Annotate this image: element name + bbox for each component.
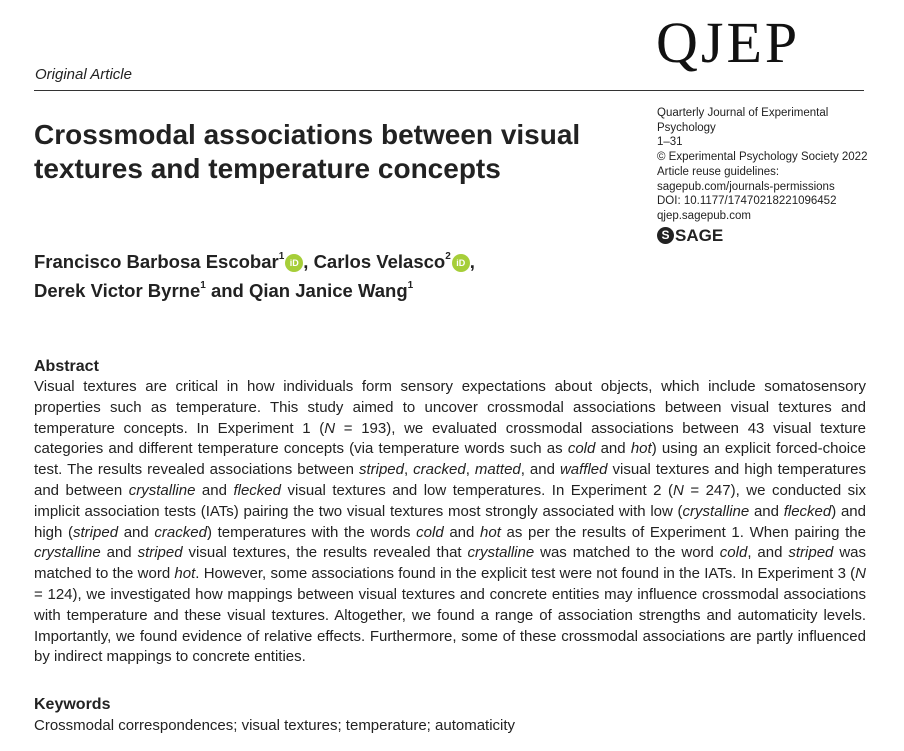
abstract-italic-term: striped bbox=[788, 544, 834, 562]
abstract-segment: , and bbox=[520, 461, 560, 479]
abstract-segment: ) temperatures with the words bbox=[206, 523, 417, 541]
header-rule bbox=[34, 90, 864, 91]
orcid-icon[interactable]: iD bbox=[285, 254, 303, 272]
abstract-italic-term: striped bbox=[73, 523, 119, 541]
abstract-italic-term: crystalline bbox=[128, 481, 196, 499]
affiliation-mark: 1 bbox=[407, 280, 414, 292]
abstract-segment: was matched to the word bbox=[534, 544, 720, 562]
publisher-logo bbox=[657, 226, 872, 246]
abstract-italic-term: striped bbox=[137, 544, 183, 562]
abstract-italic-term: waffled bbox=[559, 461, 608, 479]
abstract-italic-term: N bbox=[855, 565, 867, 583]
abstract-italic-term: cold bbox=[719, 544, 748, 562]
abstract-italic-term: matted bbox=[474, 461, 521, 479]
affiliation-mark: 1 bbox=[200, 280, 206, 292]
abstract-italic-term: N bbox=[672, 481, 684, 499]
meta-copyright: © Experimental Psychology Society 2022 bbox=[657, 151, 868, 164]
abstract-segment: , bbox=[465, 461, 475, 479]
meta-journal-site[interactable]: qjep.sagepub.com bbox=[657, 209, 751, 222]
sage-icon: S bbox=[657, 227, 674, 244]
meta-pages: 1–31 bbox=[657, 136, 683, 149]
paper-title: Crossmodal associations between visual textures and temperature concepts bbox=[34, 119, 581, 184]
affiliation-mark: 2 bbox=[445, 251, 451, 262]
abstract-segment: ) and high ( bbox=[34, 502, 866, 541]
meta-permissions-link[interactable]: sagepub.com/journals-permissions bbox=[657, 180, 835, 193]
abstract-segment: and bbox=[118, 523, 155, 541]
abstract-italic-term: flecked bbox=[783, 502, 832, 520]
abstract-segment: ) using an explicit forced-choice test. The results revealed associations between bbox=[34, 440, 866, 479]
abstract-segment: and bbox=[595, 440, 631, 458]
abstract-heading: Abstract bbox=[34, 358, 99, 375]
abstract-italic-term: N bbox=[324, 419, 336, 437]
meta-journal-line-1: Quarterly Journal of Experimental bbox=[657, 107, 829, 119]
journal-meta bbox=[657, 106, 872, 246]
abstract-segment: = 193), we evaluated crossmodal associations between 43 visual texture categories and different temperature concepts (via temperature words such as bbox=[34, 419, 866, 458]
abstract-italic-term: flecked bbox=[233, 481, 281, 499]
abstract-italic-term: hot bbox=[630, 440, 652, 458]
author-name: Derek Victor Byrne bbox=[34, 280, 201, 302]
abstract-segment: = 124), we investigated how mappings between visual textures and concrete entities may influence crossmodal associations with temperature and these visual textures. Altogether, we found a range of association strengths and automaticity levels. Importantly, we found evidence of relative effects. Furthermore, some of these crossmodal associations are partly influenced by indirect mappings to concrete entities. bbox=[34, 585, 866, 666]
author-name: Qian Janice Wang bbox=[248, 280, 408, 302]
abstract-italic-term: cold bbox=[567, 440, 596, 458]
abstract-italic-term: cracked bbox=[413, 461, 466, 479]
abstract-segment: visual textures and low temperatures. In Experiment 2 ( bbox=[281, 481, 673, 499]
author-name: Carlos Velasco bbox=[313, 251, 446, 273]
abstract-italic-term: crystalline bbox=[467, 544, 535, 562]
orcid-icon[interactable]: iD bbox=[452, 254, 470, 272]
abstract-segment: visual textures, the results revealed that bbox=[182, 544, 468, 562]
abstract-italic-term: cold bbox=[416, 523, 444, 541]
publisher-name: SAGE bbox=[675, 225, 724, 245]
abstract-italic-term: crystalline bbox=[682, 502, 750, 520]
abstract-segment: visual textures and high temperatures and between bbox=[34, 461, 867, 499]
abstract-segment: . However, some associations found in the explicit test were not found in the IATs. In Experiment 3 ( bbox=[195, 565, 856, 583]
abstract-segment: and bbox=[195, 481, 234, 499]
keywords-text: Crossmodal correspondences; visual textures; temperature; automaticity bbox=[34, 717, 516, 734]
abstract-segment: , bbox=[403, 461, 414, 479]
abstract-italic-term: hot bbox=[480, 523, 501, 541]
article-type: Original Article bbox=[35, 66, 132, 83]
meta-reuse-label: Article reuse guidelines: bbox=[657, 165, 780, 178]
abstract-italic-term: crystalline bbox=[34, 544, 101, 562]
meta-doi[interactable]: DOI: 10.1177/17470218221096452 bbox=[657, 195, 837, 208]
abstract-segment: , and bbox=[747, 544, 789, 562]
abstract-segment: = 247), we conducted six implicit association tests (IATs) pairing the two visual textures most strongly associated with low ( bbox=[34, 481, 866, 520]
abstract-segment: as per the results of Experiment 1. When pairing the bbox=[500, 523, 866, 541]
abstract-segment: and bbox=[749, 502, 784, 520]
keywords-heading: Keywords bbox=[34, 696, 111, 713]
abstract-segment: and bbox=[100, 544, 138, 562]
affiliation-mark: 1 bbox=[278, 251, 285, 262]
abstract-segment: was matched to the word bbox=[34, 544, 867, 583]
author-list: Francisco Barbosa Escobar$^1$iD , Carlos Velasco$^2$iD , Derek Victor Byrne$^1$ and Qian Janice Wang$^1$ bbox=[34, 251, 475, 302]
abstract-italic-term: cracked bbox=[154, 523, 207, 541]
journal-logo: QJEP bbox=[656, 10, 801, 75]
author-name: Francisco Barbosa Escobar bbox=[34, 251, 279, 273]
abstract-segment: and bbox=[443, 523, 481, 541]
abstract-italic-term: hot bbox=[174, 565, 196, 583]
abstract-text bbox=[34, 377, 866, 668]
abstract-italic-term: striped bbox=[358, 461, 404, 479]
meta-journal-line-2: Psychology bbox=[657, 121, 716, 134]
abstract-segment: Visual textures are critical in how individuals form sensory expectations about objects, which include somatosensory properties such as temperature. This study aimed to uncover crossmodal associations between visual textures and temperature concepts. In Experiment 1 ( bbox=[34, 378, 866, 437]
